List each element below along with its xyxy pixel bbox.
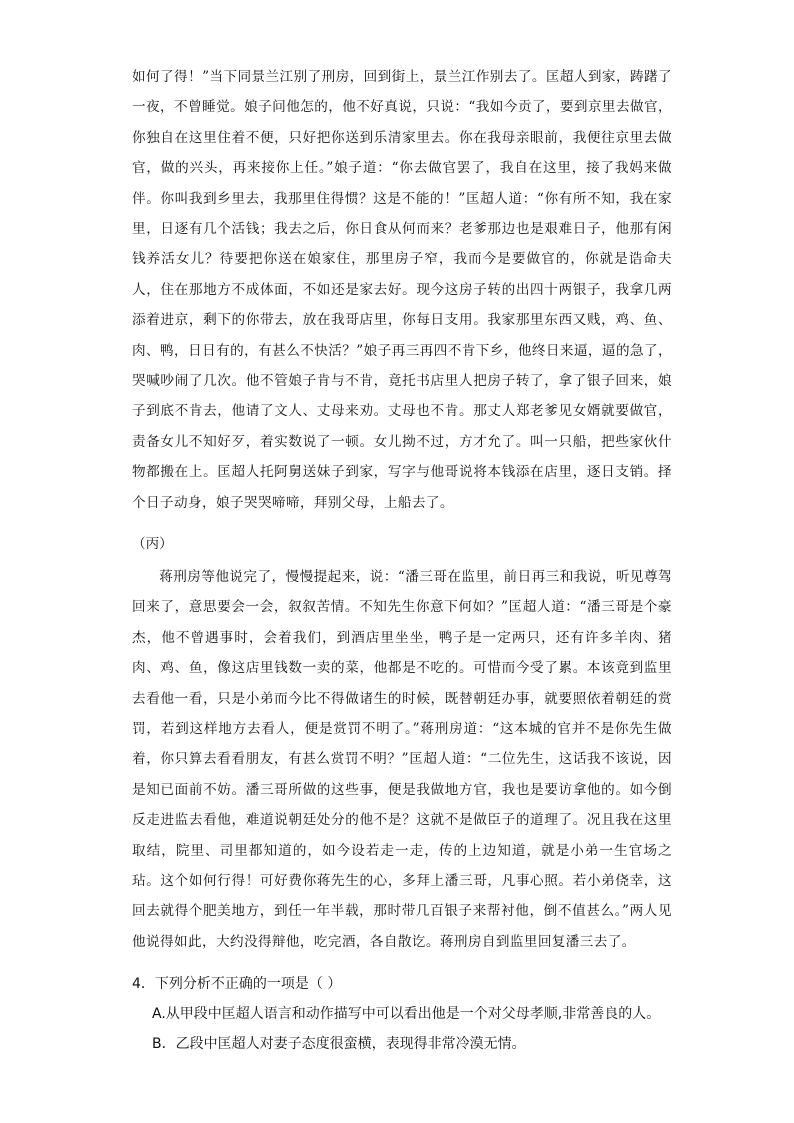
section-label-bing: （丙） [132,536,173,552]
option-b: B．乙段中匡超人对妻子态度很蛮横，表现得非常冷漠无情。 [152,1036,526,1052]
question-stem: 4．下列分析不正确的一项是（ ） [132,976,342,992]
passage-bing-text: 蒋刑房等他说完了，慢慢提起来，说：“潘三哥在监里，前日再三和我说，听见尊驾回来了，意思要会一会，叙叙苦情。不知先生你意下何如？”匡超人道：“潘三哥是个豪杰，他不曾遇事时，会着我们，到酒店里坐坐，鸭子是一定两只，还有许多羊肉、猪肉、鸡、鱼，像这店里钱数一卖的菜，他都是不吃的。可惜而今受了累。本该竟到监里去看他一看，只是小弟而今比不得做诸生的时候，既替朝廷办事，就要照依着朝廷的赏罚，若到这样地方去看人，便是赏罚不明了。”蒋刑房道：“这本城的官并不是你先生做着，你只算去看看朋友，有甚么赏罚不明？”匡超人道：“二位先生，这话我不该说，因是知已面前不妨。潘三哥所做的这些事，便是我做地方官，我也是要访拿他的。如今倒反走进监去看他，难道说朝廷处分的他不是？这就不是做臣子的道理了。况且我在这里取结，院里、司里都知道的，如今设若走一走，传的上边知道，就是小弟一生官场之玷。这个如何行得！可好费你蒋先生的心，多拜上潘三哥，凡事心照。若小弟侥幸，这回去就得个肥美地方，到任一年半载，那时带几百银子来帮衬他，倒不值甚么。”两人见他说得如此，大约没得辩他，吃完酒，各自散讫。蒋刑房自到监里回复潘三去了。 [132,569,672,950]
option-a: A.从甲段中匡超人语言和动作描写中可以看出他是一个对父母孝顺,非常善良的人。 [152,1006,661,1022]
passage-yi-text: 如何了得！”当下同景兰江别了刑房，回到街上，景兰江作别去了。匡超人到家，踌躇了一夜，不曾睡觉。娘子问他怎的，他不好真说，只说：“我如今贡了，要到京里去做官，你独自在这里住着不便，只好把你送到乐清家里去。你在我母亲眼前，我便往京里去做官，做的兴头，再来接你上任。”娘子道：“你去做官罢了，我自在这里，接了我妈来做伴。你叫我到乡里去，我那里住得惯？这是不能的！”匡超人道：“你有所不知，我在家里，日逐有几个活钱；我去之后，你日食从何而来？老爹那边也是艰难日子，他那有闲钱养活女儿？待要把你送在娘家住，那里房子窄，我而今是要做官的，你就是诰命夫人，住在那地方不成体面，不如还是家去好。现今这房子转的出四十两银子，我拿几两添着进京，剩下的你带去，放在我哥店里，你每日支用。我家那里东西又贱，鸡、鱼、肉、鸭，日日有的，有甚么不快活？”娘子再三再四不肯下乡，他终日来逼，逼的急了，哭喊吵闹了几次。他不管娘子肯与不肯，竟托书店里人把房子转了，拿了银子回来，娘子到底不肯去，他请了文人、丈母来劝。丈母也不肯。那丈人郑老爹见女婿就要做官，责备女儿不知好歹，着实数说了一顿。女儿拗不过，方才允了。叫一只船，把些家伙什物都搬在上。匡超人托阿舅送妹子到家，写字与他哥说将本钱添在店里，逐日支销。择个日子动身，娘子哭哭啼啼，拜别父母，上船去了。 [132,69,672,511]
passage-yi [132,62,672,518]
passage-bing [132,562,672,957]
